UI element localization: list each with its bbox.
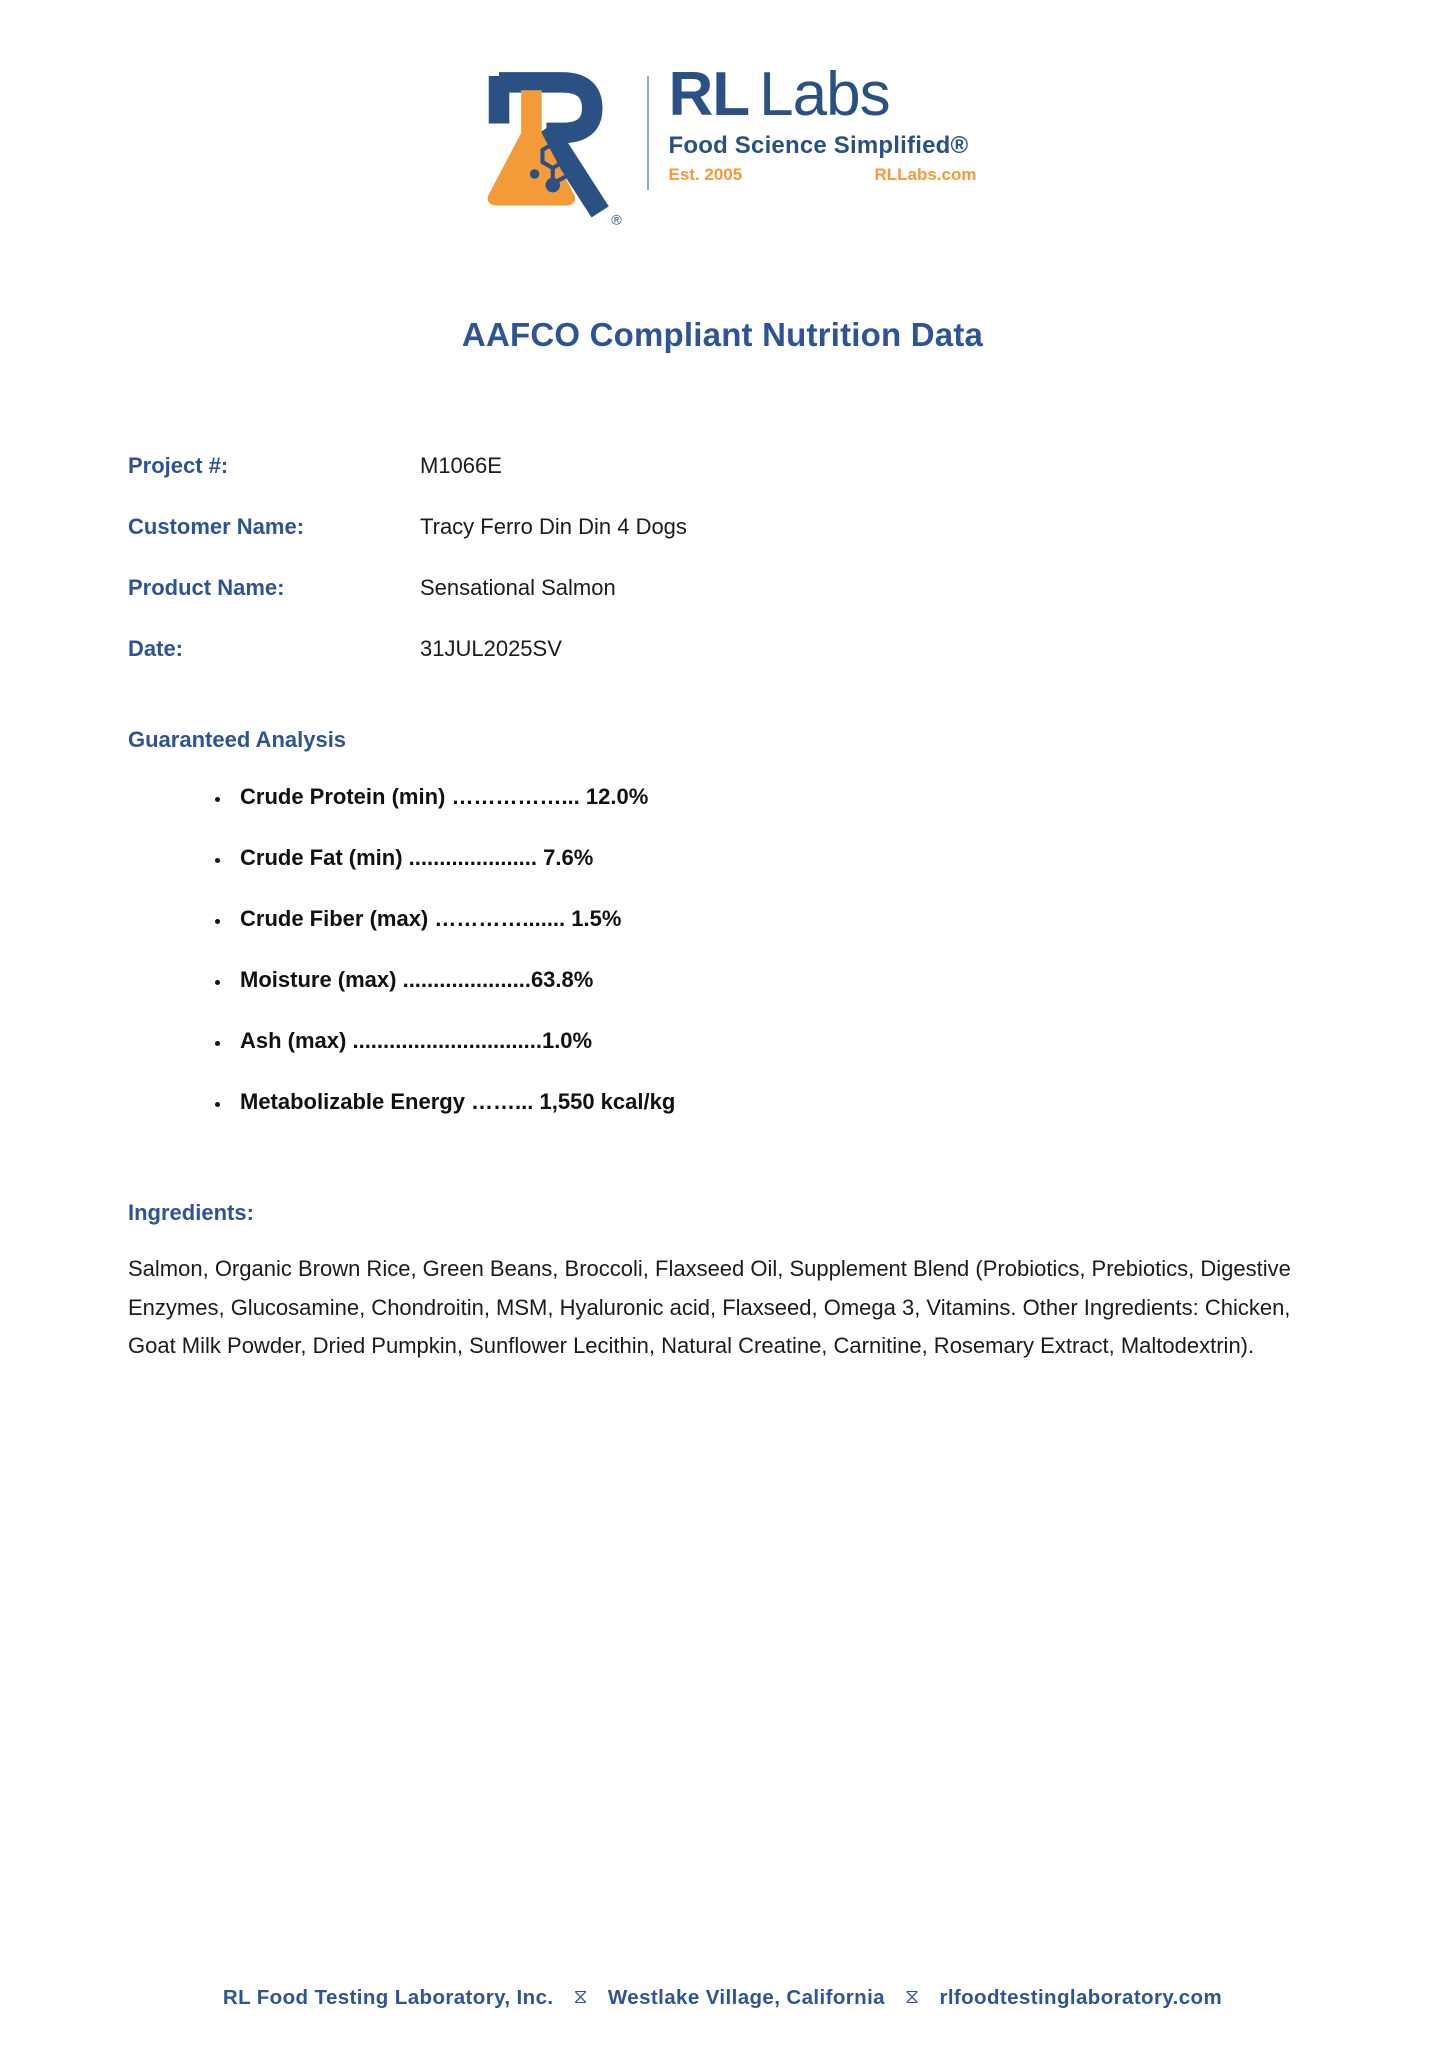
brand-website: RLLabs.com <box>874 165 977 184</box>
page-title: AAFCO Compliant Nutrition Data <box>461 316 984 353</box>
logo-text-block <box>669 60 977 185</box>
project-number-label: Project #: <box>128 453 229 478</box>
ga-item-crude-fat: • Crude Fat (min) ..................... 7.6% <box>232 844 1445 872</box>
info-row-project <box>128 452 1445 480</box>
page-footer <box>0 1986 1445 2010</box>
brand-name-light: Labs <box>759 60 890 129</box>
logo-divider <box>647 76 649 190</box>
date-value: 31JUL2025SV <box>420 636 562 661</box>
ingredients-heading: Ingredients: <box>128 1200 254 1225</box>
project-number-value: M1066E <box>420 453 502 478</box>
brand-name-bold: RL <box>668 60 750 129</box>
footer-website: rlfoodtestinglaboratory.com <box>939 1986 1223 2009</box>
hourglass-icon: ⧖ <box>573 1985 588 2008</box>
ga-item-crude-fiber: • Crude Fiber (max) …………....... 1.5% <box>232 905 1445 933</box>
customer-name-value: Tracy Ferro Din Din 4 Dogs <box>420 514 687 539</box>
footer-location: Westlake Village, California <box>607 1986 885 2009</box>
guaranteed-analysis-list <box>0 783 1445 1116</box>
project-info <box>128 452 1445 663</box>
brand-meta-row <box>669 165 977 185</box>
info-row-customer <box>128 513 1445 541</box>
ga-item-metabolizable-energy: • Metabolizable Energy ……... 1,550 kcal/kg <box>232 1088 1445 1116</box>
ingredients-paragraph: Salmon, Organic Brown Rice, Green Beans, Broccoli, Flaxseed Oil, Supplement Blend (Probiotics, Prebiotics, Digestive Enzymes, Glucosamine, Chondroitin, MSM, Hyaluronic acid, Flaxseed, Omega 3, Vitamins. Other Ingredients: Chicken, Goat Milk Powder, Dried Pumpkin, Sunflower Lecithin, Natural Creatine, Carnitine, Rosemary Extract, Maltodextrin). <box>128 1256 1291 1358</box>
info-row-product <box>128 574 1445 602</box>
footer-company: RL Food Testing Laboratory, Inc. <box>222 1986 554 2009</box>
brand-tagline: Food Science Simplified® <box>668 132 969 159</box>
info-row-date <box>128 635 1445 663</box>
product-name-value: Sensational Salmon <box>420 575 616 600</box>
date-label: Date: <box>128 636 184 661</box>
logo-registered-mark: ® <box>610 212 622 228</box>
ga-item-ash: • Ash (max) ...............................1.0% <box>232 1027 1445 1055</box>
logo-header <box>0 0 1445 228</box>
customer-name-label: Customer Name: <box>128 514 305 539</box>
ga-item-crude-protein: • Crude Protein (min) ……………... 12.0% <box>232 783 1445 811</box>
brand-name <box>668 60 977 129</box>
brand-established: Est. 2005 <box>668 165 743 184</box>
product-name-label: Product Name: <box>128 575 285 600</box>
ga-item-moisture: • Moisture (max) .....................63.8% <box>232 966 1445 994</box>
rl-labs-flask-logo-icon <box>469 60 627 228</box>
guaranteed-analysis-heading: Guaranteed Analysis <box>128 727 347 752</box>
hourglass-icon: ⧖ <box>904 1985 920 2008</box>
